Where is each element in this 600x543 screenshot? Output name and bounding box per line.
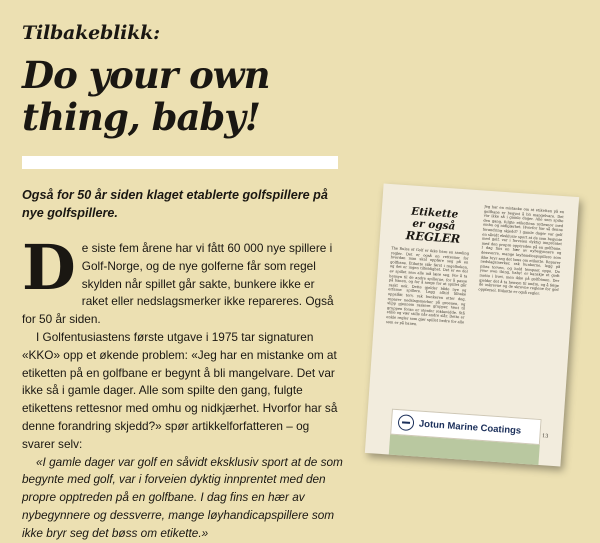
- clipping-column-1: The Rules of Golf er ikke bare en samling regler. Det er også en rettesnor for hvordan man skal oppføre seg på en golfbane. Etikette står først i regelboken, og det er ingen tilfeldighet. Det er en del av spillet som alle må lære seg. For å ta hensyn til de andre spillerne, for å passe på banen, og for å sørge for at spillet går raskt nok. Dette gjelder både nye og erfarne spillere. Legg alltid tilbake oppslått torv, rak bunkeren etter deg, reparer nedslagsmerker på greenen, og slipp gjennom raskere grupper. Vent til gruppen foran er utenfor rekkevidde. Stå stille og vær stille når andre slår. Dette er enkle regler som gjør spillet bedre for alle som er på banen.: [385, 246, 470, 326]
- drop-cap: D: [22, 231, 76, 304]
- paragraph-2: I Golfentusiastens første utgave i 1975 tar signaturen «KKO» opp et økende problem: «Jeg har en mistanke om at etiketten på en golfbane er begynt å bli mangelvare. Det var ikke så i gamle dager. Alle som spilte den gang, fulgte etikettens rettesnor med omhu og nidkjærhet. Hvorfor har så denne forandring skjedd?» spør artikkelforfatteren – og svarer selv:: [22, 329, 338, 451]
- clipping-title-line-2: er også: [412, 217, 456, 233]
- kicker: Tilbakeblikk:: [22, 22, 160, 44]
- magazine-clipping-image: [365, 183, 579, 466]
- headline: Do your own thing, baby!: [22, 53, 270, 139]
- quote-paragraph: «I gamle dager var golf en såvidt eksklusiv sport at de som begynte med golf, var i forveien dyktig innprentet med den propre opptreden på en golfbane. I dag fins en hær av nybegynnere og dessverre, mange løyhandicapspillere som ikke bryr seg det bøss om etikette.»: [22, 454, 343, 540]
- clipping-column-2: Jeg har en mistanke om at etiketten på en golfbane er begynt å bli mangelvare. Det var ikke så i gamle dager. Alle som spilte den gang, fulgte etikettens rettesnor med omhu og nidkjærhet. Hvorfor har så denne forandring skjedd? I gamle dager var golf en såvidt eksklusiv sport at de som begynte med golf, var i forveien dyktig innprentet med den propre opptreden på en golfbane. I dag fins en hær av nybegynnere og dessverre, mange løyhandicapspillere som ikke bryr seg det bøss om etikette. Reparer nedslagsmerker, rak bunkerne, legg på plass torven, og hold tempoet oppe. Do your own thing, baby! er kanskje et godt motto i livet, men ikke på golfbanen. Der gjelder det å ta hensyn til andre, og å følge de uskrevne og de skrevne reglene for god oppførsel. Etikette er også regler.: [478, 204, 565, 296]
- clipping-title-line-3: REGLER: [405, 228, 461, 246]
- jotun-logo-icon: [397, 414, 414, 431]
- article-body: [22, 231, 344, 543]
- divider-bar: [22, 156, 338, 169]
- advertisement-text: Jotun Marine Coatings: [418, 418, 522, 437]
- lead-paragraph: Også for 50 år siden klaget etablerte golfspillere på nye golfspillere.: [22, 188, 328, 220]
- clipping-title-line-1: Etikette: [410, 205, 459, 221]
- clipping-page-number: 13: [541, 433, 549, 440]
- paragraph-1: e siste fem årene har vi fått 60 000 nye spillere i Golf-Norge, og de nye golferne får som regel skylden når spillet går sakte, bunkere ikke er raket eller nedslagsmerker ikke repareres. Også for 50 år siden.: [22, 241, 334, 327]
- clipping-title: [398, 205, 470, 246]
